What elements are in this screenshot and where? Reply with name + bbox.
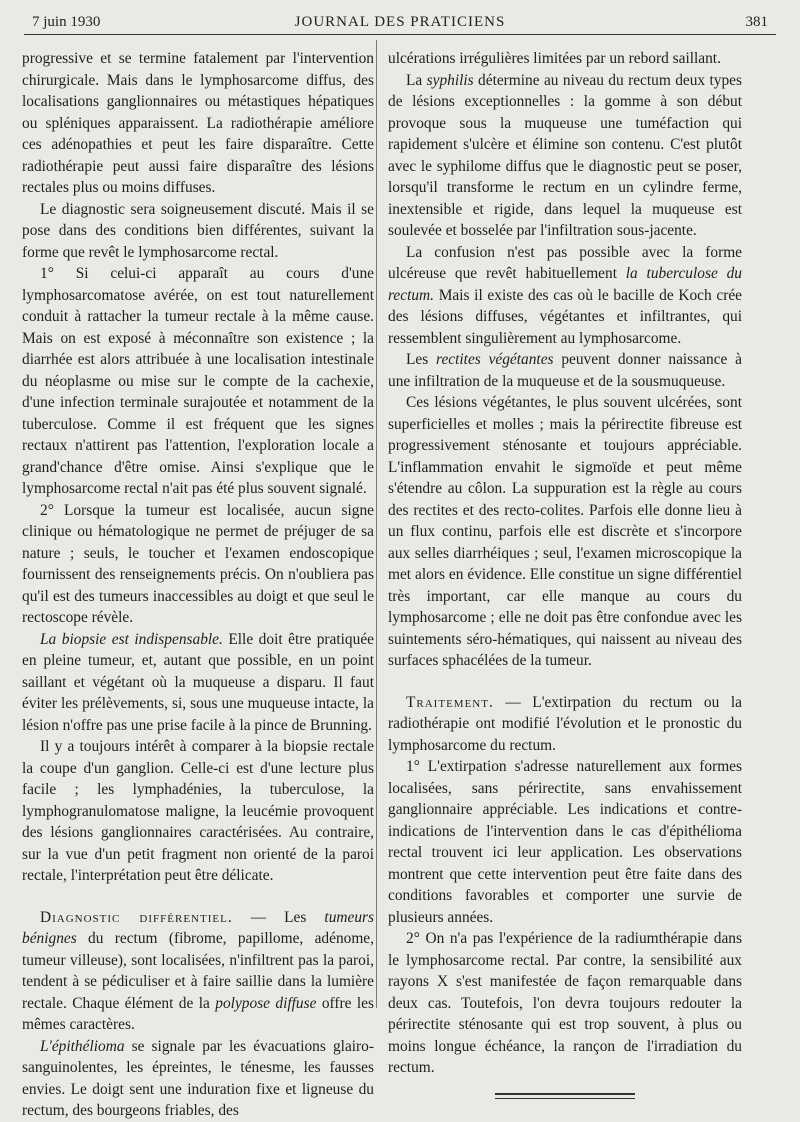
- running-header: [32, 10, 768, 34]
- section-heading: Traitement.: [406, 693, 494, 711]
- paragraph: 1° L'extirpation s'adresse naturellement aux formes localisées, sans périrectite, sans envahissement ganglionnaire appréciable. Les indications et contre-indications de l'intervention dans le cas d'épithélioma rectal trouvent ici leur application. Les observations montrent que cette intervention peut être faite dans des conditions favorables et comporter une survie de plusieurs années.: [388, 758, 742, 926]
- journal-title: JOURNAL DES PRATICIENS: [294, 14, 506, 30]
- paragraph: Il y a toujours intérêt à comparer à la biopsie rectale la coupe d'un ganglion. Celle-ci est d'une lecture plus facile ; les lymphadénies, la tuberculose, la lymphogranulomatose maligne, la leucémie provoquent des lésions ganglionnaires caractérisées. Au contraire, sur la vue d'un petit fragment non orienté de la paroi rectale, l'interprétation peut être délicate.: [22, 738, 374, 884]
- paragraph: La confusion n'est pas possible avec la forme ulcéreuse que revêt habituellement la tuberculose du rectum. Mais il existe des cas où le bacille de Koch crée des lésions diffuses, végétantes et infiltrantes, qui ressemblent singulièrement au lymphosarcome.: [388, 243, 742, 347]
- end-rule: [495, 1093, 635, 1099]
- paragraph: La syphilis détermine au niveau du rectum deux types de lésions exceptionnelles : la gomme à son début provoque sous la muqueuse une tuméfaction qui rapidement s'ulcère et élimine son contenu. C'est plutôt avec le syphilome diffus que le diagnostic peut se poser, lorsqu'il transforme le rectum en un cylindre ferme, inextensible et rigide, dans lequel la muqueuse est soulevée et bosselée par l'infiltration sous-jacente.: [388, 71, 742, 239]
- paragraph: 2° Lorsque la tumeur est localisée, aucun signe clinique ou hématologique ne permet de préjuger de sa nature ; seuls, le toucher et l'examen endoscopique fournissent des renseignements précis. On n'oubliera pas qu'il est des tumeurs inaccessibles au doigt et que seul le rectoscope révèle.: [22, 501, 374, 626]
- paragraph: ulcérations irrégulières limitées par un rebord saillant.: [388, 50, 721, 67]
- left-column: [22, 48, 374, 1122]
- paragraph: L'épithélioma se signale par les évacuations glairo-sanguinolentes, les épreintes, le ténesme, les fausses envies. Le doigt sent une induration fixe et ligneuse du rectum, des bourgeons friables, des: [22, 1037, 374, 1119]
- paragraph: Le diagnostic sera soigneusement discuté. Mais il se pose dans des conditions bien différentes, suivant la forme que revêt le lymphosarcome rectal.: [22, 200, 374, 261]
- section-treatment: Traitement. — L'extirpation du rectum ou la radiothérapie ont modifié l'évolution et le pronostic du lymphosarcome du rectum.: [388, 693, 742, 754]
- italic-term: La biopsie est indispensable.: [40, 630, 223, 648]
- paragraph: La biopsie est indispensable. Elle doit être pratiquée en pleine tumeur, et, autant que possible, en un point saillant et végétant où la muqueuse a disparu. Il faut éviter les prélèvements, si, sous une muqueuse intacte, la lésion n'offre pas une prise facile à la pince de Brunning.: [22, 630, 374, 734]
- section-heading: Diagnostic différentiel.: [40, 908, 233, 926]
- paragraph: progressive et se termine fatalement par l'intervention chirurgicale. Mais dans le lymphosarcome diffus, des localisations ganglionnaires ou métastiques hépatiques ou spléniques apparaissent. La radiothérapie améliore ces adénopathies et peut les faire disparaître. Cette radiothérapie peut aussi faire disparaître des lésions rectales plus ou moins diffuses.: [22, 50, 374, 196]
- paragraph: 1° Si celui-ci apparaît au cours d'une lymphosarcomatose avérée, on est tout naturellement conduit à rattacher la tumeur rectale à la même cause. Mais on est exposé à méconnaître son existence ; la diarrhée est alors attribuée à une localisation intestinale du néoplasme ou mise sur le compte de la cachexie, d'une infection terminale surajoutée et notamment de la tuberculose. Comme il est fréquent que les signes rectaux n'attirent pas l'attention, l'exploration locale a grand'chance d'être omise. Ainsi s'explique que le lymphosarcome rectal n'ait pas été plus souvent signalé.: [22, 265, 374, 497]
- section-differential-diagnosis: Diagnostic différentiel. — Les tumeurs bénignes du rectum (fibrome, papillome, adénome, tumeur villeuse), sont localisées, n'infiltrent pas la paroi, tendent à se pédiculiser et à faire saillie dans la lumière rectale. Chaque élément de la polypose diffuse offre les mêmes caractères.: [22, 908, 375, 1033]
- issue-date: 7 juin 1930: [32, 14, 101, 30]
- header-rule: [24, 34, 776, 35]
- page-number: 381: [745, 14, 768, 30]
- column-divider: [376, 40, 377, 1008]
- right-column: [388, 48, 742, 1099]
- paragraph: Ces lésions végétantes, le plus souvent ulcérées, sont superficielles et molles ; mais la périrectite fibreuse est progressivement sténosante et toujours appréciable. L'inflammation envahit le sigmoïde et peut même s'étendre au côlon. La suppuration est la règle au cours des rectites et des recto-colites. Parfois elle donne lieu à un flux continu, parfois elle est discrète et s'incorpore aux selles diarrhéiques ; seul, l'examen microscopique la met alors en évidence. Elle constitue un signe différentiel très important, car elle manque au cours du lymphosarcome ; elle ne doit pas être confondue avec les suintements séro-hématiques, qui naissent au niveau des surfaces sphacélées de la tumeur.: [388, 394, 742, 669]
- paragraph: Les rectites végétantes peuvent donner naissance à une infiltration de la muqueuse et de la sousmuqueuse.: [388, 351, 742, 390]
- paragraph: 2° On n'a pas l'expérience de la radiumthérapie dans le lymphosarcome rectal. Par contre, la sensibilité aux rayons X s'est manifestée de façon remarquable dans deux cas. Toutefois, l'on devra toujours redouter la périrectite sténosante qui est trop souvent, à plus ou moins longue échéance, la rançon de l'irradiation du rectum.: [388, 930, 742, 1076]
